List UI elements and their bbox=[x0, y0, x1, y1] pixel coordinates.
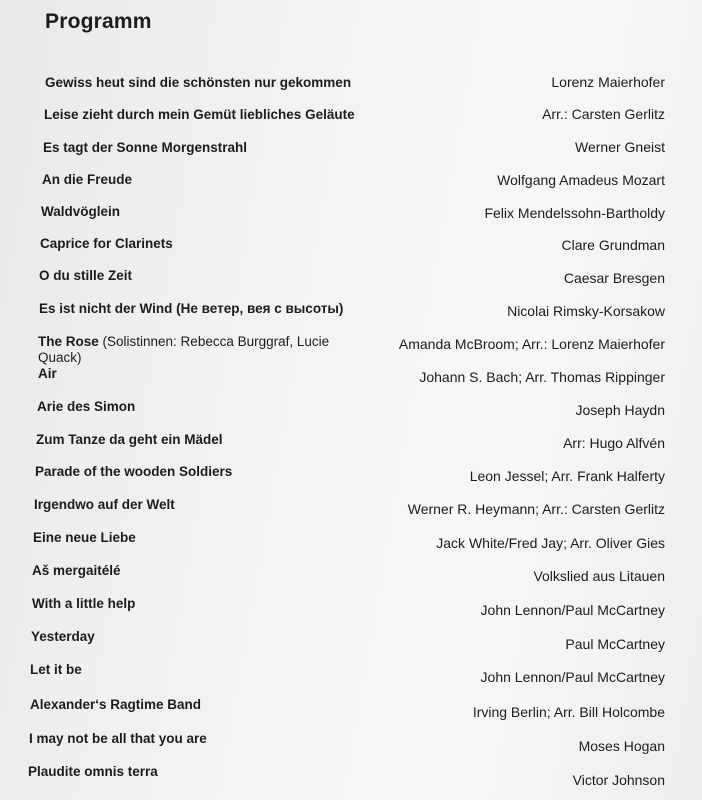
program-composer: Amanda McBroom; Arr.: Lorenz Maierhofer bbox=[398, 336, 665, 352]
piece-name: Leise zieht durch mein Gemüt liebliches Geläute bbox=[44, 107, 355, 122]
program-composer: Felix Mendelssohn-Bartholdy bbox=[484, 205, 665, 221]
piece-name: Parade of the wooden Soldiers bbox=[35, 464, 233, 479]
piece-name: Es tagt der Sonne Morgenstrahl bbox=[43, 140, 248, 155]
piece-name: O du stille Zeit bbox=[39, 268, 133, 283]
program-composer: John Lennon/Paul McCartney bbox=[480, 669, 665, 685]
piece-name: Waldvöglein bbox=[41, 204, 121, 219]
program-composer: Lorenz Maierhofer bbox=[551, 74, 665, 90]
piece-name: Gewiss heut sind die schönsten nur gekommen bbox=[45, 75, 352, 90]
program-piece-title bbox=[32, 563, 121, 579]
piece-name: Plaudite omnis terra bbox=[28, 764, 158, 779]
program-composer: John Lennon/Paul McCartney bbox=[480, 602, 665, 618]
page-title: Programm bbox=[45, 10, 152, 33]
piece-name: Eine neue Liebe bbox=[33, 530, 136, 545]
program-composer: Jack White/Fred Jay; Arr. Oliver Gies bbox=[436, 535, 665, 551]
program-composer: Nicolai Rimsky-Korsakow bbox=[507, 303, 665, 319]
program-composer: Victor Johnson bbox=[572, 772, 665, 788]
program-composer: Clare Grundman bbox=[561, 237, 665, 253]
piece-name: I may not be all that you are bbox=[29, 731, 207, 746]
program-composer: Arr: Hugo Alfvén bbox=[563, 435, 665, 451]
program-piece-title bbox=[31, 629, 95, 645]
piece-name: Aš mergaitélé bbox=[32, 563, 121, 578]
program-composer: Irving Berlin; Arr. Bill Holcombe bbox=[472, 704, 665, 720]
piece-name: An die Freude bbox=[42, 172, 133, 187]
piece-name: Air bbox=[38, 366, 57, 381]
program-piece-title bbox=[35, 464, 232, 480]
program-piece-title bbox=[36, 432, 223, 448]
program-piece-title bbox=[40, 236, 173, 252]
piece-name: Zum Tanze da geht ein Mädel bbox=[36, 432, 223, 447]
program-composer: Paul McCartney bbox=[565, 636, 665, 652]
program-piece-title bbox=[44, 107, 355, 123]
program-piece-title bbox=[38, 334, 358, 366]
program-composer: Moses Hogan bbox=[578, 738, 665, 754]
program-composer: Werner R. Heymann; Arr.: Carsten Gerlitz bbox=[407, 501, 665, 517]
piece-name: Alexander‘s Ragtime Band bbox=[30, 697, 202, 712]
program-composer: Johann S. Bach; Arr. Thomas Rippinger bbox=[419, 369, 665, 385]
program-composer: Leon Jessel; Arr. Frank Halferty bbox=[469, 468, 665, 484]
program-piece-title bbox=[28, 764, 158, 780]
piece-note: (Solistinnen: Rebecca Burggraf, Lucie Quack) bbox=[38, 334, 330, 365]
piece-name: Let it be bbox=[30, 662, 82, 677]
program-piece-title bbox=[29, 731, 207, 747]
piece-name: Es ist nicht der Wind (Не ветер, вея с высоты) bbox=[39, 301, 344, 316]
program-piece-title bbox=[38, 366, 57, 382]
program-composer: Joseph Haydn bbox=[575, 402, 665, 418]
program-piece-title bbox=[41, 204, 120, 220]
piece-name: Irgendwo auf der Welt bbox=[34, 497, 175, 512]
program-piece-title bbox=[34, 497, 175, 513]
program-piece-title bbox=[32, 596, 135, 612]
program-composer: Arr.: Carsten Gerlitz bbox=[542, 106, 665, 122]
piece-name: Caprice for Clarinets bbox=[40, 236, 173, 251]
program-piece-title bbox=[30, 662, 82, 678]
program-piece-title bbox=[33, 530, 136, 546]
program-piece-title bbox=[43, 140, 247, 156]
piece-name: With a little help bbox=[32, 596, 136, 611]
program-piece-title bbox=[42, 172, 132, 188]
program-piece-title bbox=[39, 301, 343, 317]
program-composer: Caesar Bresgen bbox=[563, 270, 665, 286]
program-piece-title bbox=[30, 697, 201, 713]
program-piece-title bbox=[39, 268, 132, 284]
program-composer: Werner Gneist bbox=[575, 139, 665, 155]
program-composer: Volkslied aus Litauen bbox=[533, 568, 665, 584]
program-composer: Wolfgang Amadeus Mozart bbox=[497, 172, 665, 188]
piece-name: Arie des Simon bbox=[37, 399, 136, 414]
piece-name: The Rose bbox=[38, 334, 99, 349]
program-piece-title bbox=[45, 75, 351, 91]
piece-name: Yesterday bbox=[31, 629, 95, 644]
program-piece-title bbox=[37, 399, 135, 415]
